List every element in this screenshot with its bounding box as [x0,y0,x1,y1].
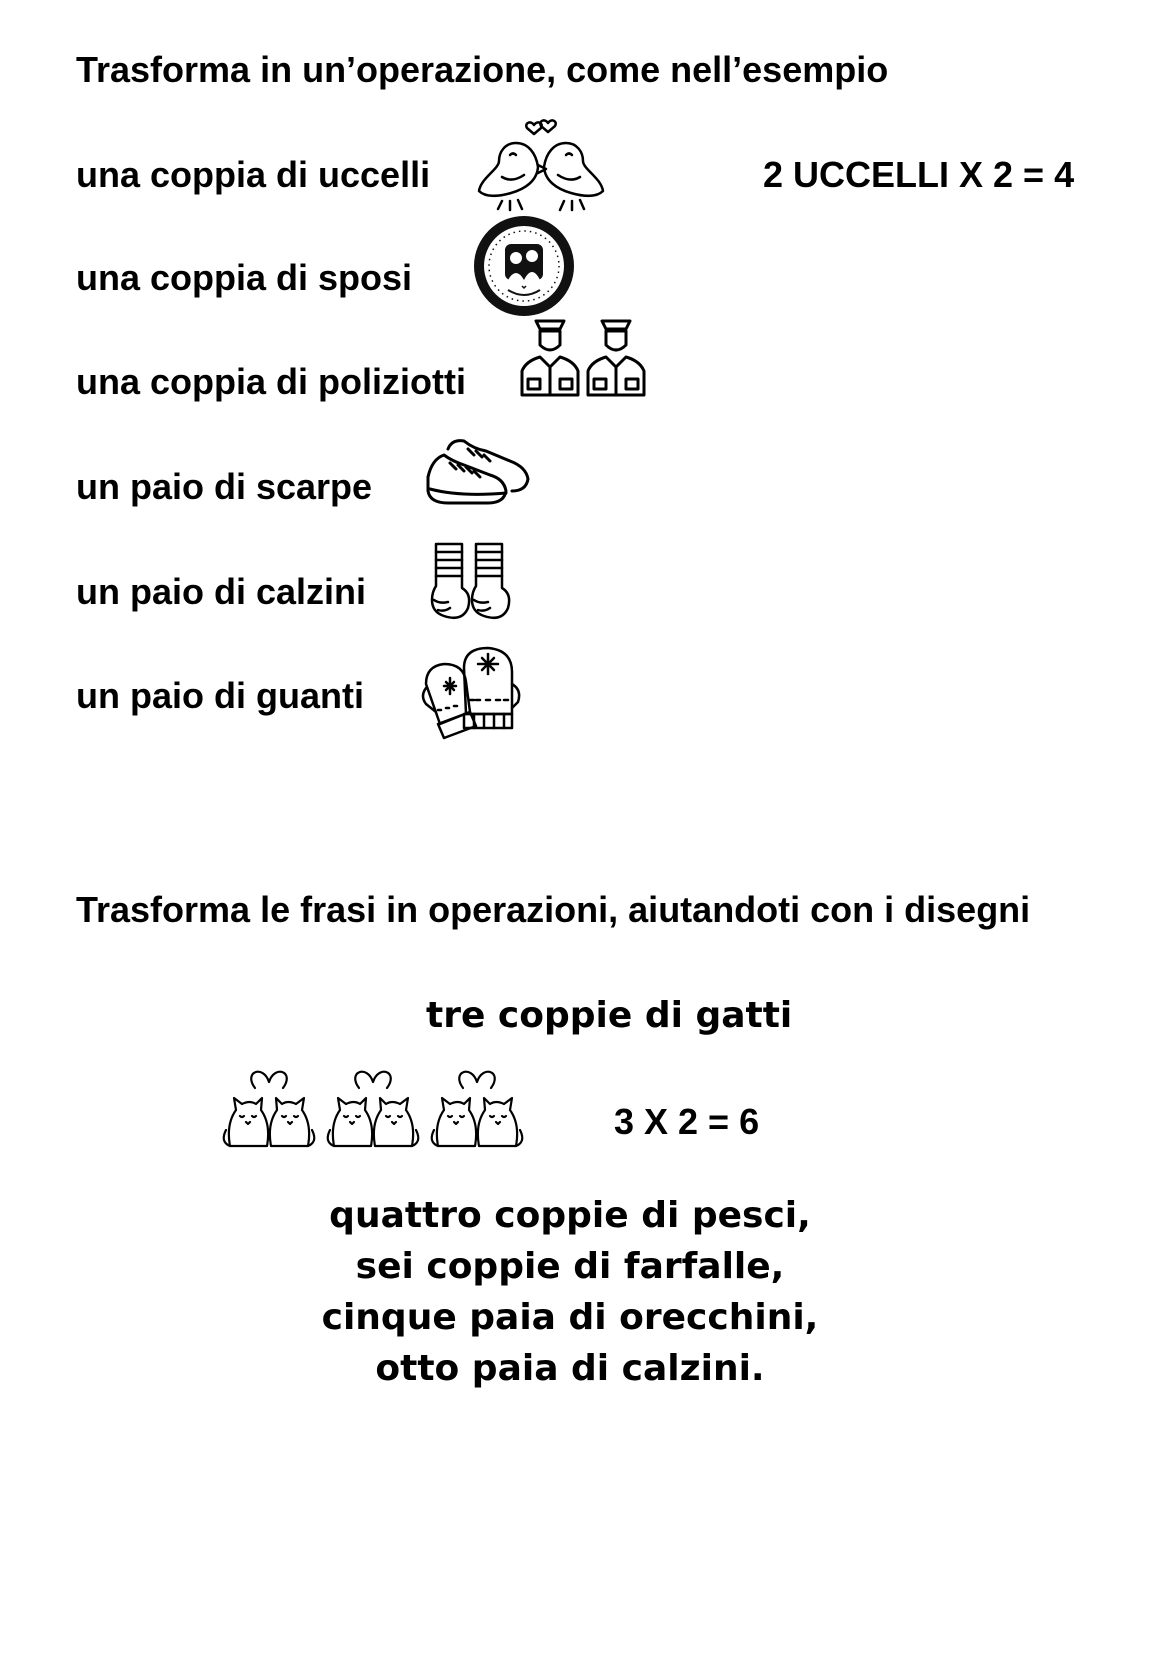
section2-title: Trasforma le frasi in operazioni, aiutandoti con i disegni [76,889,1031,930]
lovebirds-icon [472,115,610,215]
example-answer-birds: 2 UCCELLI X 2 = 4 [763,154,1075,195]
cat-couple-icon [326,1062,420,1150]
item-label-gloves: un paio di guanti [76,675,364,716]
cat-couple-icon [430,1062,524,1150]
example-answer-cats: 3 X 2 = 6 [614,1101,760,1142]
item-label-socks: un paio di calzini [76,571,367,612]
wedding-couple-badge-icon [472,214,576,318]
item-label-birds: una coppia di uccelli [76,154,431,195]
example-phrase: tre coppie di gatti [426,995,793,1036]
section1-title: Trasforma in un’operazione, come nell’esempio [76,49,889,90]
exercise-sentences [250,1190,890,1394]
sneakers-icon [420,437,532,519]
sentence-butterflies: sei coppie di farfalle, [355,1246,785,1287]
cat-couple-icon [222,1062,316,1150]
item-label-police: una coppia di poliziotti [76,361,466,402]
socks-icon [424,540,524,626]
item-label-shoes: un paio di scarpe [76,466,373,507]
mittens-icon [418,644,522,746]
sentence-earrings: cinque paia di orecchini, [321,1297,819,1338]
item-label-spouses: una coppia di sposi [76,257,413,298]
police-officers-icon [518,313,650,397]
sentence-socks: otto paia di calzini. [375,1348,765,1389]
sentence-fish: quattro coppie di pesci, [329,1195,811,1236]
